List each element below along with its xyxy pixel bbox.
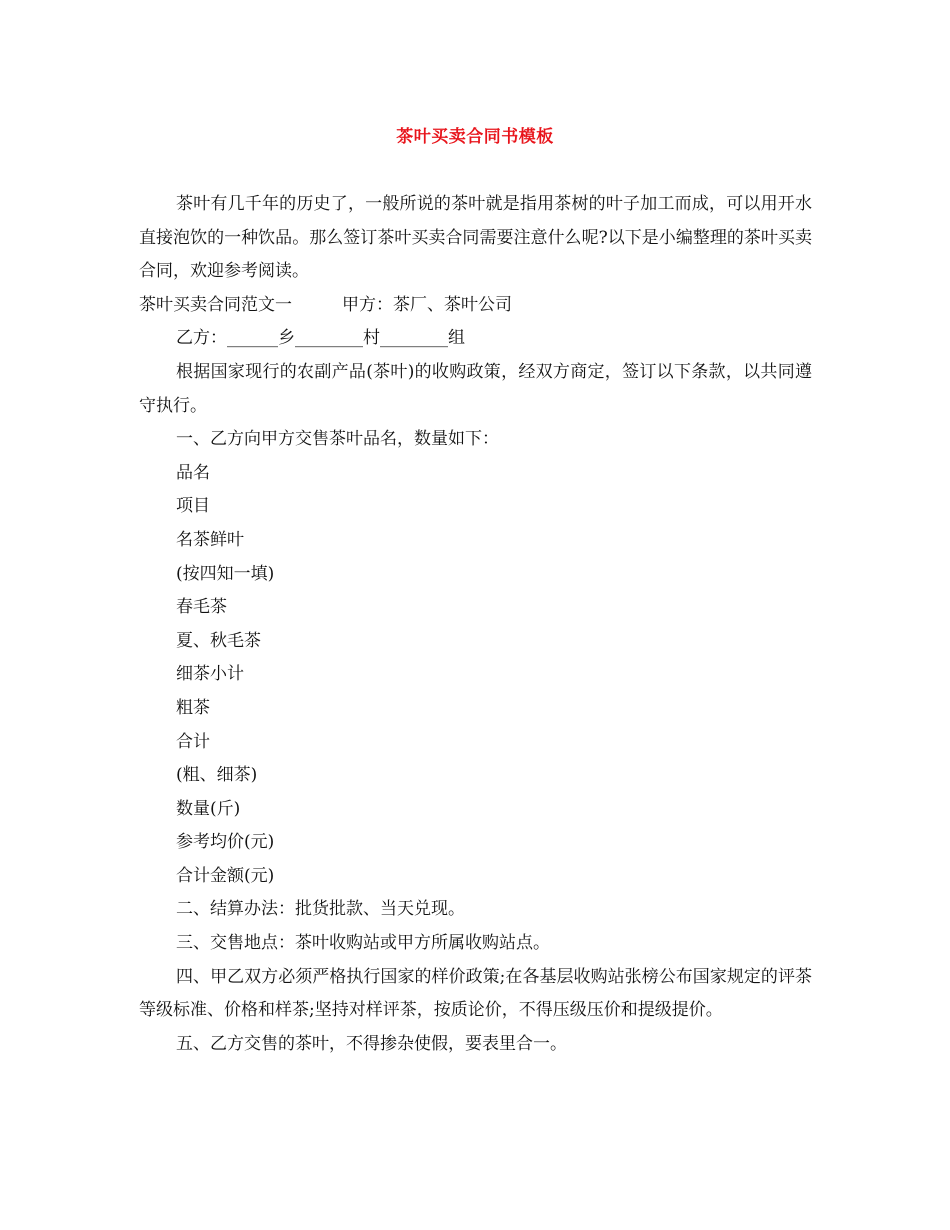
basis-paragraph: 根据国家现行的农副产品(茶叶)的收购政策，经双方商定，签订以下条款，以共同遵守执行。 (139, 361, 812, 416)
item-line: (粗、细茶) (176, 765, 258, 786)
item-line: 合计金额(元) (176, 865, 275, 886)
sample-heading: 茶叶买卖合同范文一 (139, 294, 292, 315)
clause-4: 四、甲乙双方必须严格执行国家的样价政策;在各基层收购站张榜公布国家规定的评茶等级标准、价格和样茶;坚持对样评茶，按质论价，不得压级压价和提级提价。 (139, 966, 812, 1021)
item-line: 细茶小计 (176, 664, 244, 685)
item-line: 项目 (176, 496, 210, 517)
clause-2: 二、结算办法：批货批款、当天兑现。 (176, 899, 465, 920)
item-line: 品名 (176, 462, 210, 483)
party-a: 甲方：茶厂、茶叶公司 (342, 294, 512, 315)
item-line: (按四知一填) (176, 563, 275, 584)
clause-5: 五、乙方交售的茶叶，不得掺杂使假，要表里合一。 (176, 1033, 567, 1054)
document-body (139, 188, 812, 1061)
document-title: 茶叶买卖合同书模板 (396, 127, 554, 147)
item-line: 数量(斤) (176, 798, 241, 819)
clause-3: 三、交售地点：茶叶收购站或甲方所属收购站点。 (176, 933, 550, 954)
item-line: 名茶鲜叶 (176, 529, 244, 550)
item-line: 粗茶 (176, 697, 210, 718)
item-line: 参考均价(元) (176, 832, 275, 853)
item-line: 春毛茶 (176, 597, 227, 618)
party-b: 乙方：______乡________村________组 (176, 328, 465, 349)
sample-heading-line (139, 289, 812, 323)
item-line: 夏、秋毛茶 (176, 630, 261, 651)
clause-1: 一、乙方向甲方交售茶叶品名，数量如下： (176, 429, 499, 450)
intro-paragraph: 茶叶有几千年的历史了，一般所说的茶叶就是指用茶树的叶子加工而成，可以用开水直接泡饮的一种饮品。那么签订茶叶买卖合同需要注意什么呢?以下是小编整理的茶叶买卖合同，欢迎参考阅读。 (139, 194, 812, 282)
item-line: 合计 (176, 731, 210, 752)
